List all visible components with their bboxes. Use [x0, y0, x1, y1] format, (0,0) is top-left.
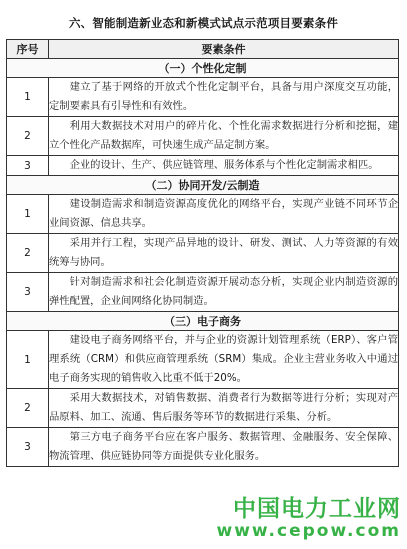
row-number: 2 [7, 389, 49, 428]
section-title-customization: （一）个性化定制 [7, 59, 399, 78]
row-number: 2 [7, 117, 49, 156]
header-number: 序号 [7, 40, 49, 59]
watermark-site-name: 中国电力工业网 [233, 496, 401, 522]
table-row [7, 195, 399, 234]
row-number: 1 [7, 331, 49, 389]
table-row [7, 273, 399, 312]
watermark [217, 490, 402, 541]
row-text: 采用并行工程，实现产品异地的设计、研发、测试、人力等资源的有效统筹与协同。 [49, 234, 399, 273]
row-number: 1 [7, 78, 49, 117]
table-row [7, 234, 399, 273]
row-number: 3 [7, 156, 49, 176]
row-number: 2 [7, 234, 49, 273]
section-row [7, 312, 399, 331]
section-title-ecommerce: （三）电子商务 [7, 312, 399, 331]
row-text: 采用大数据技术，对销售数据、消费者行为数据等进行分析；实现对产品原料、加工、流通、售后服务等环节的数据进行采集、分析。 [49, 389, 399, 428]
section-row [7, 176, 399, 195]
section-row [7, 59, 399, 78]
table-row [7, 331, 399, 389]
page-title: 六、智能制造新业态和新模式试点示范项目要素条件 [68, 16, 339, 30]
row-text: 建设制造需求和制造资源高度优化的网络平台，实现产业链不同环节企业间资源、信息共享。 [49, 195, 399, 234]
row-number: 3 [7, 428, 49, 467]
table-row [7, 389, 399, 428]
row-text: 建立了基于网络的开放式个性化定制平台，具备与用户深度交互功能，定制要素具有引导性和有效性。 [49, 78, 399, 117]
row-number: 3 [7, 273, 49, 312]
section-title-collaborative: （二）协同开发/云制造 [7, 176, 399, 195]
row-text: 利用大数据技术对用户的碎片化、个性化需求数据进行分析和挖掘，建立个性化产品数据库，可快速生成产品定制方案。 [49, 117, 399, 156]
row-number: 1 [7, 195, 49, 234]
table-row [7, 117, 399, 156]
row-text: 建设电子商务网络平台，并与企业的资源计划管理系统（ERP）、客户管理系统（CRM）和供应商管理系统（SRM）集成。企业主营业务收入中通过电子商务实现的销售收入比重不低于20%。 [49, 331, 399, 389]
watermark-url: www.cepow.com [216, 521, 401, 541]
row-text: 第三方电子商务平台应在客户服务、数据管理、金融服务、安全保障、物流管理、供应链协同等方面提供专业化服务。 [49, 428, 399, 467]
requirements-table [6, 39, 399, 467]
table-row [7, 428, 399, 467]
table-row [7, 78, 399, 117]
table-row [7, 156, 399, 176]
table-header-row [7, 40, 399, 59]
header-requirements: 要素条件 [49, 40, 399, 59]
row-text: 针对制造需求和社会化制造资源开展动态分析，实现企业内制造资源的弹性配置，企业间网络化协同制造。 [49, 273, 399, 312]
row-text: 企业的设计、生产、供应链管理、服务体系与个性化定制需求相匹。 [49, 156, 399, 176]
